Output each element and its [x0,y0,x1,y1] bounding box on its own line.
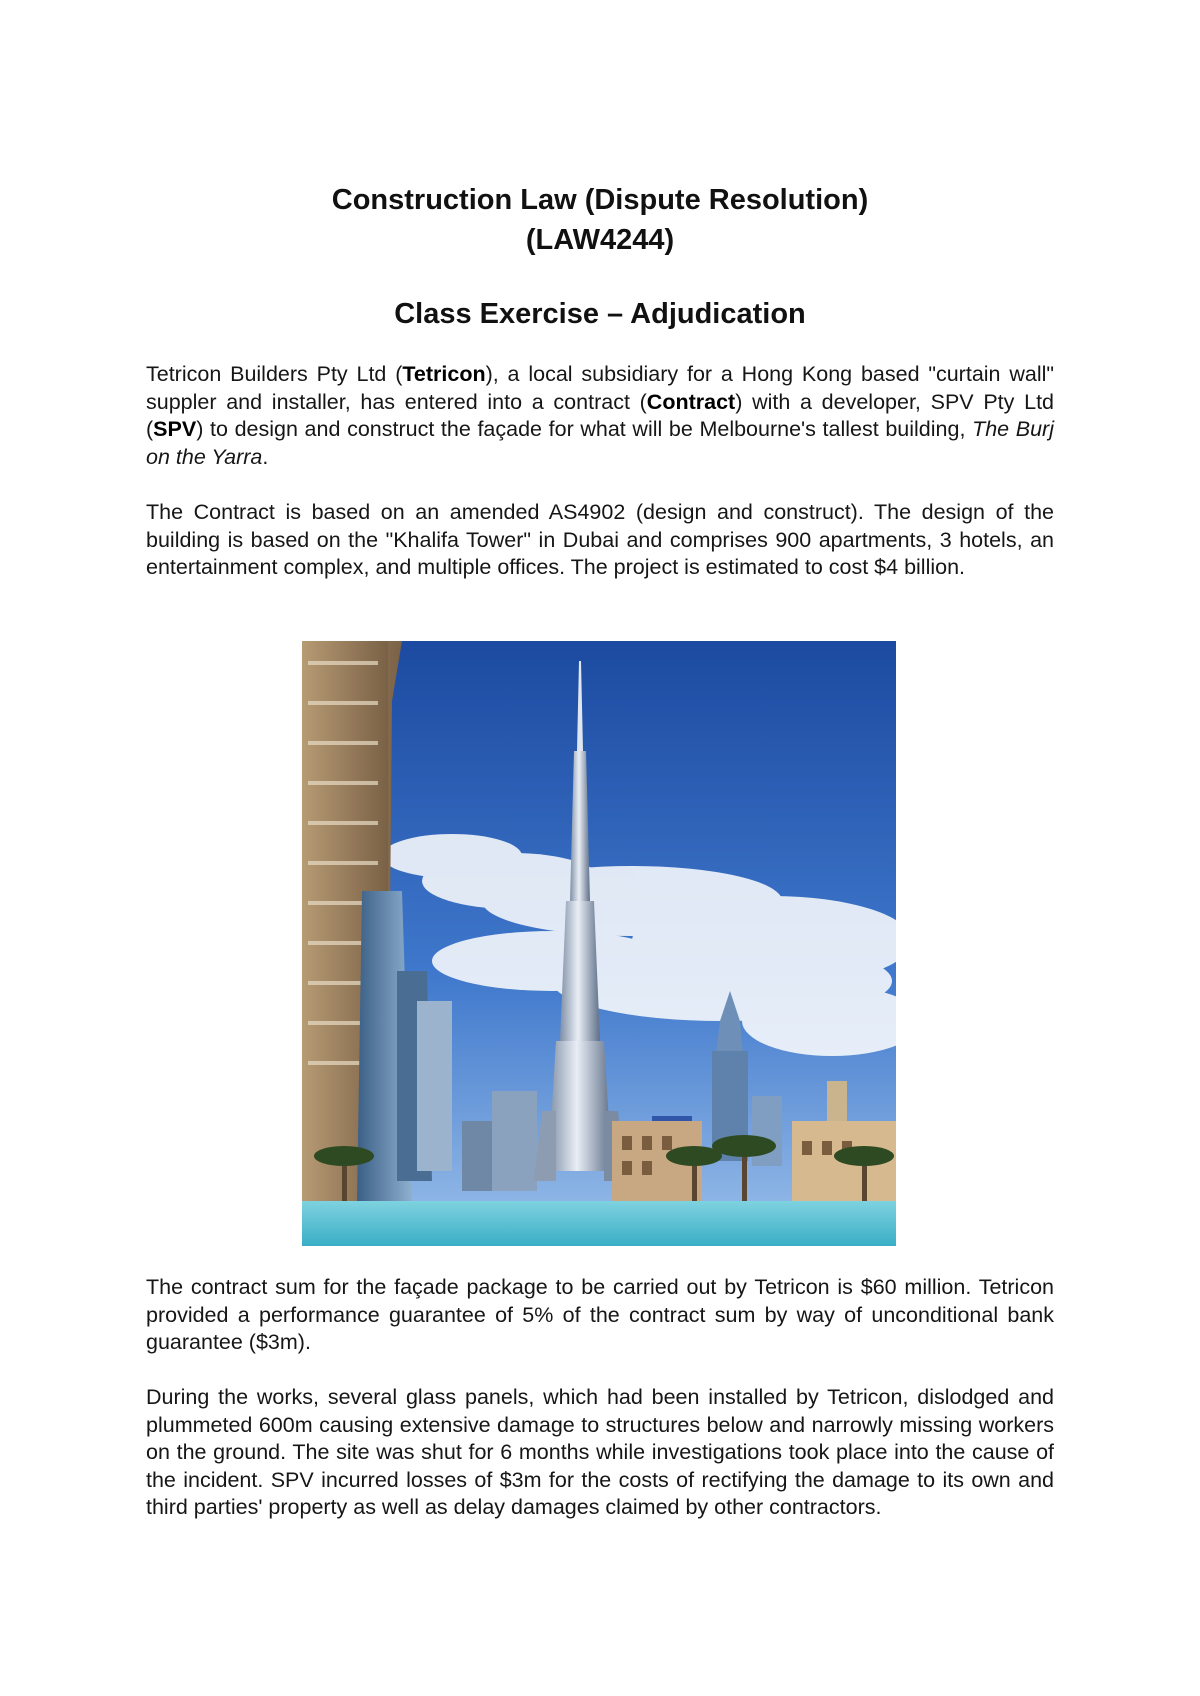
title-line-code: (LAW4244) [525,224,675,256]
p1-text-4: ) to design and construct the façade for what will be Melbourne's tallest building, [196,417,973,442]
p1-text-3: ) with a developer, SPV Pty Ltd ( [146,389,1055,442]
skyline-illustration [302,641,896,1246]
fountain-lake [302,1201,896,1246]
p1-text-2: ), a local subsidiary for a Hong Kong based "curtain wall" suppler and installer, has entered into a contract ( [146,362,1055,414]
p1-term-contract: Contract [646,389,736,414]
paragraph-contract-sum: The contract sum for the façade package to be carried out by Tetricon is $60 million. Tetricon provided a performance guarantee of 5% of the contract sum by way of unconditional bank guarantee ($3m). [146,1275,1054,1355]
title-line-course: Construction Law (Dispute Resolution) [331,184,869,216]
p1-text-1: Tetricon Builders Pty Ltd ( [146,362,403,386]
p1-building-name: The Burj on the Yarra [146,417,1054,469]
p1-text-5: . [262,444,269,469]
paragraph-incident: During the works, several glass panels, which had been installed by Tetricon, dislodged and plummeted 600m causing extensive damage to structures below and narrowly missing workers on the ground. The site was shut for 6 months while investigations took place into the cause of the incident. SPV incurred losses of $3m for the costs of rectifying the damage to its own and third parties' property as well as delay damages claimed by other contractors. [146,1385,1054,1520]
burj-khalifa-photo [302,641,896,1246]
paragraph-parties [146,361,1054,471]
document-title [0,180,1200,260]
document-subtitle: Class Exercise – Adjudication [394,298,806,330]
paragraph-contract-design: The Contract is based on an amended AS4902 (design and construct). The design of the building is based on the "Khalifa Tower" in Dubai and comprises 900 apartments, 3 hotels, an entertainment complex, and multiple offices. The project is estimated to cost $4 billion. [146,500,1054,580]
p1-term-spv: SPV [153,417,197,442]
p1-term-tetricon: Tetricon [402,362,486,386]
